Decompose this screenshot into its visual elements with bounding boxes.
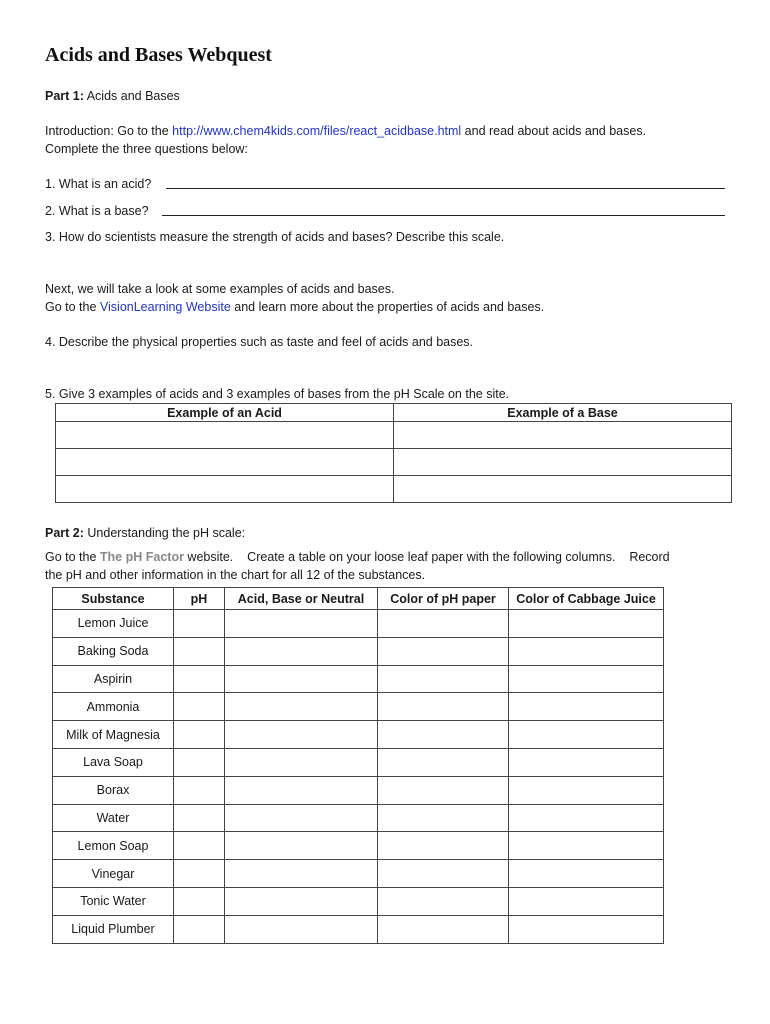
- substance-cell: Liquid Plumber: [53, 915, 174, 943]
- base-cell[interactable]: [394, 476, 732, 503]
- acid-base-neutral-cell[interactable]: [225, 832, 378, 860]
- cabbage-juice-color-cell[interactable]: [509, 804, 664, 832]
- acid-base-examples-table: [55, 403, 732, 503]
- table-row: [56, 476, 732, 503]
- acid-base-neutral-cell[interactable]: [225, 804, 378, 832]
- acid-cell[interactable]: [56, 449, 394, 476]
- ph-cell[interactable]: [174, 860, 225, 888]
- next-line-2: [45, 299, 544, 315]
- acid-base-neutral-column-header: Acid, Base or Neutral: [225, 588, 378, 610]
- substance-cell: Ammonia: [53, 693, 174, 721]
- cabbage-juice-color-cell[interactable]: [509, 610, 664, 638]
- acid-base-neutral-cell[interactable]: [225, 637, 378, 665]
- substance-table-body: [53, 610, 664, 944]
- answer-line-2[interactable]: [162, 215, 725, 216]
- ph-paper-color-cell[interactable]: [378, 832, 509, 860]
- ph-paper-color-cell[interactable]: [378, 693, 509, 721]
- substance-cell: Borax: [53, 776, 174, 804]
- table-row: [53, 887, 664, 915]
- acid-base-neutral-cell[interactable]: [225, 610, 378, 638]
- ph-factor-link[interactable]: The pH Factor: [99, 550, 184, 564]
- table-row: [53, 804, 664, 832]
- part2-heading: [45, 525, 245, 541]
- intro-line-2: Complete the three questions below:: [45, 142, 248, 156]
- table-row: [56, 449, 732, 476]
- cabbage-juice-color-cell[interactable]: [509, 665, 664, 693]
- cabbage-juice-color-column-header: Color of Cabbage Juice: [509, 588, 664, 610]
- page-title: Acids and Bases Webquest: [45, 44, 272, 66]
- ph-paper-color-cell[interactable]: [378, 887, 509, 915]
- substance-cell: Milk of Magnesia: [53, 721, 174, 749]
- ph-cell[interactable]: [174, 804, 225, 832]
- substance-cell: Lava Soap: [53, 748, 174, 776]
- part2-heading-text: Understanding the pH scale:: [87, 526, 246, 540]
- cabbage-juice-color-cell[interactable]: [509, 637, 664, 665]
- ph-cell[interactable]: [174, 665, 225, 693]
- table-row: [56, 422, 732, 449]
- ph-paper-color-cell[interactable]: [378, 860, 509, 888]
- ph-cell[interactable]: [174, 693, 225, 721]
- acid-cell[interactable]: [56, 476, 394, 503]
- acid-base-neutral-cell[interactable]: [225, 887, 378, 915]
- table-row: [53, 693, 664, 721]
- ph-cell[interactable]: [174, 748, 225, 776]
- next-prefix: Go to the: [45, 300, 100, 314]
- ph-cell[interactable]: [174, 887, 225, 915]
- substance-cell: Baking Soda: [53, 637, 174, 665]
- substance-cell: Aspirin: [53, 665, 174, 693]
- substance-cell: Lemon Soap: [53, 832, 174, 860]
- question-5: 5. Give 3 examples of acids and 3 examples of bases from the pH Scale on the site.: [45, 387, 510, 401]
- base-cell[interactable]: [394, 449, 732, 476]
- part1-label: Part 1:: [45, 89, 84, 103]
- ph-paper-color-cell[interactable]: [378, 610, 509, 638]
- table-row: [53, 748, 664, 776]
- table-row: [53, 610, 664, 638]
- acid-base-neutral-cell[interactable]: [225, 721, 378, 749]
- cabbage-juice-color-cell[interactable]: [509, 887, 664, 915]
- ph-substances-table: [52, 587, 664, 944]
- acid-base-neutral-cell[interactable]: [225, 665, 378, 693]
- part2-instructions-line-1: [45, 549, 670, 565]
- cabbage-juice-color-cell[interactable]: [509, 915, 664, 943]
- next-line-1: Next, we will take a look at some examples of acids and bases.: [45, 282, 395, 296]
- acid-base-neutral-cell[interactable]: [225, 915, 378, 943]
- cabbage-juice-color-cell[interactable]: [509, 721, 664, 749]
- table-row: [53, 637, 664, 665]
- go-prefix: Go to the: [45, 550, 100, 564]
- intro-prefix: Introduction: Go to the: [45, 124, 173, 138]
- intro-line: [45, 123, 646, 139]
- answer-line-1[interactable]: [166, 188, 725, 189]
- table-row: [53, 721, 664, 749]
- question-3: 3. How do scientists measure the strength of acids and bases? Describe this scale.: [45, 230, 505, 244]
- chem4kids-link[interactable]: http://www.chem4kids.com/files/react_acidbase.html: [172, 124, 462, 138]
- ph-cell[interactable]: [174, 721, 225, 749]
- ph-column-header: pH: [174, 588, 225, 610]
- table-row: [53, 776, 664, 804]
- part1-heading: [45, 88, 180, 104]
- question-1: 1. What is an acid?: [45, 177, 152, 191]
- ph-paper-color-cell[interactable]: [378, 915, 509, 943]
- acid-base-neutral-cell[interactable]: [225, 860, 378, 888]
- ph-paper-color-cell[interactable]: [378, 748, 509, 776]
- base-cell[interactable]: [394, 422, 732, 449]
- acid-base-neutral-cell[interactable]: [225, 693, 378, 721]
- part2-label: Part 2:: [45, 526, 84, 540]
- acid-base-neutral-cell[interactable]: [225, 776, 378, 804]
- intro-suffix: and read about acids and bases.: [461, 124, 647, 138]
- ph-paper-color-cell[interactable]: [378, 721, 509, 749]
- next-suffix: and learn more about the properties of acids and bases.: [230, 300, 545, 314]
- ph-paper-color-cell[interactable]: [378, 665, 509, 693]
- substance-column-header: Substance: [53, 588, 174, 610]
- ph-paper-color-cell[interactable]: [378, 637, 509, 665]
- cabbage-juice-color-cell[interactable]: [509, 832, 664, 860]
- substance-cell: Vinegar: [53, 860, 174, 888]
- table-row: [53, 832, 664, 860]
- table-row: [53, 665, 664, 693]
- table-row: [53, 915, 664, 943]
- ph-cell[interactable]: [174, 637, 225, 665]
- ph-paper-color-cell[interactable]: [378, 804, 509, 832]
- acid-cell[interactable]: [56, 422, 394, 449]
- substance-cell: Tonic Water: [53, 887, 174, 915]
- substance-cell: Lemon Juice: [53, 610, 174, 638]
- cabbage-juice-color-cell[interactable]: [509, 860, 664, 888]
- ph-cell[interactable]: [174, 610, 225, 638]
- cabbage-juice-color-cell[interactable]: [509, 693, 664, 721]
- visionlearning-link[interactable]: VisionLearning Website: [99, 300, 231, 314]
- substance-cell: Water: [53, 804, 174, 832]
- question-2: 2. What is a base?: [45, 204, 149, 218]
- ph-cell[interactable]: [174, 776, 225, 804]
- ph-paper-color-cell[interactable]: [378, 776, 509, 804]
- part2-instructions-line-2: the pH and other information in the chart for all 12 of the substances.: [45, 568, 426, 582]
- table-row: [53, 860, 664, 888]
- cabbage-juice-color-cell[interactable]: [509, 776, 664, 804]
- acid-column-header: Example of an Acid: [56, 404, 394, 422]
- acid-base-neutral-cell[interactable]: [225, 748, 378, 776]
- go-suffix: website. Create a table on your loose leaf paper with the following columns. Record: [183, 550, 670, 564]
- ph-cell[interactable]: [174, 915, 225, 943]
- question-4: 4. Describe the physical properties such as taste and feel of acids and bases.: [45, 335, 474, 349]
- part1-heading-text: Acids and Bases: [86, 89, 180, 103]
- ph-paper-color-column-header: Color of pH paper: [378, 588, 509, 610]
- ph-cell[interactable]: [174, 832, 225, 860]
- base-column-header: Example of a Base: [394, 404, 732, 422]
- cabbage-juice-color-cell[interactable]: [509, 748, 664, 776]
